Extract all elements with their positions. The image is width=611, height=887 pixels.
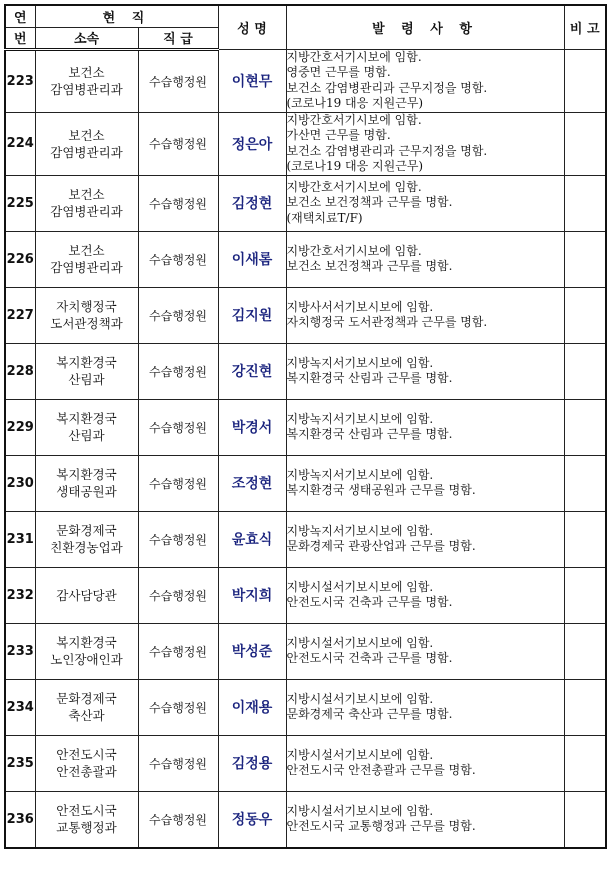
department-line-1: 복지환경국 bbox=[56, 467, 117, 482]
order-line: 지방시설서기보시보에 임함. bbox=[286, 803, 434, 818]
row-name: 윤효식 bbox=[218, 511, 286, 567]
row-rank: 수습행정원 bbox=[138, 679, 218, 735]
row-rank: 수습행정원 bbox=[138, 791, 218, 848]
table-row bbox=[5, 287, 606, 343]
row-order bbox=[286, 511, 564, 567]
department-line-2: 노인장애인과 bbox=[50, 652, 123, 667]
row-number: 231 bbox=[5, 511, 35, 567]
order-line: 지방시설서기보시보에 임함. bbox=[286, 747, 434, 762]
department-line-2: 생태공원과 bbox=[56, 484, 117, 499]
row-remarks bbox=[564, 735, 606, 791]
order-line: 지방시설서기보시보에 임함. bbox=[286, 579, 434, 594]
header-rank: 직 급 bbox=[138, 27, 218, 49]
row-rank: 수습행정원 bbox=[138, 49, 218, 112]
department-line-1: 복지환경국 bbox=[56, 411, 117, 426]
table-row bbox=[5, 735, 606, 791]
row-department bbox=[35, 791, 138, 848]
order-line: (코로나19 대응 지원근무) bbox=[286, 159, 424, 173]
row-number: 228 bbox=[5, 343, 35, 399]
row-department bbox=[35, 399, 138, 455]
row-number: 233 bbox=[5, 623, 35, 679]
row-number: 224 bbox=[5, 112, 35, 175]
row-remarks bbox=[564, 49, 606, 112]
row-number: 223 bbox=[5, 49, 35, 112]
table-row bbox=[5, 399, 606, 455]
row-remarks bbox=[564, 623, 606, 679]
department-line-2: 안전총괄과 bbox=[56, 764, 117, 779]
table-header bbox=[5, 5, 606, 49]
order-line: 지방녹지서기보시보에 임함. bbox=[286, 411, 434, 426]
row-rank: 수습행정원 bbox=[138, 511, 218, 567]
row-rank: 수습행정원 bbox=[138, 735, 218, 791]
row-order bbox=[286, 49, 564, 112]
row-order bbox=[286, 679, 564, 735]
department-line-2: 산림과 bbox=[68, 428, 105, 443]
header-current-position: 현 직 bbox=[35, 5, 218, 27]
order-line: 복지환경국 산림과 근무를 명함. bbox=[286, 427, 453, 441]
order-line: 복지환경국 생태공원과 근무를 명함. bbox=[286, 483, 476, 497]
row-department bbox=[35, 511, 138, 567]
header-no-bottom: 번 bbox=[5, 27, 35, 49]
row-remarks bbox=[564, 343, 606, 399]
table-row bbox=[5, 623, 606, 679]
department-line-2: 감염병관리과 bbox=[50, 144, 123, 160]
header-no-top: 연 bbox=[5, 5, 35, 27]
order-line: 복지환경국 산림과 근무를 명함. bbox=[286, 371, 453, 385]
order-line: 지방녹지서기보시보에 임함. bbox=[286, 355, 434, 370]
table-row bbox=[5, 679, 606, 735]
table-row bbox=[5, 343, 606, 399]
order-line: 자치행정국 도서관정책과 근무를 명함. bbox=[286, 315, 488, 329]
department-line-1: 안전도시국 bbox=[56, 803, 117, 818]
order-line: 문화경제국 축산과 근무를 명함. bbox=[286, 707, 453, 721]
order-line: 지방시설서기보시보에 임함. bbox=[286, 635, 434, 650]
department-line-1: 안전도시국 bbox=[56, 747, 117, 762]
row-number: 227 bbox=[5, 287, 35, 343]
row-department bbox=[35, 112, 138, 175]
row-remarks bbox=[564, 455, 606, 511]
department-line-1: 자치행정국 bbox=[56, 299, 117, 314]
order-line: 영중면 근무를 명함. bbox=[286, 65, 391, 79]
row-name: 박지희 bbox=[218, 567, 286, 623]
department-line-2: 축산과 bbox=[68, 708, 105, 723]
row-rank: 수습행정원 bbox=[138, 175, 218, 231]
row-order bbox=[286, 567, 564, 623]
row-order bbox=[286, 175, 564, 231]
row-department bbox=[35, 343, 138, 399]
row-order bbox=[286, 623, 564, 679]
row-rank: 수습행정원 bbox=[138, 343, 218, 399]
row-name: 정동우 bbox=[218, 791, 286, 848]
row-order bbox=[286, 343, 564, 399]
order-line: 지방녹지서기보시보에 임함. bbox=[286, 523, 434, 538]
row-name: 이재용 bbox=[218, 679, 286, 735]
order-line: 보건소 보건정책과 근무를 명함. bbox=[286, 195, 453, 210]
row-remarks bbox=[564, 175, 606, 231]
row-name: 정은아 bbox=[218, 112, 286, 175]
row-rank: 수습행정원 bbox=[138, 455, 218, 511]
department-line-2: 감염병관리과 bbox=[50, 82, 123, 97]
row-number: 235 bbox=[5, 735, 35, 791]
row-remarks bbox=[564, 231, 606, 287]
table-row bbox=[5, 455, 606, 511]
row-department bbox=[35, 287, 138, 343]
row-remarks bbox=[564, 567, 606, 623]
row-order bbox=[286, 399, 564, 455]
order-line: (재택치료T/F) bbox=[286, 210, 363, 225]
department-line-2: 도서관정책과 bbox=[50, 316, 123, 331]
department-line-1: 복지환경국 bbox=[56, 635, 117, 650]
order-line: 보건소 감염병관리과 근무지정을 명함. bbox=[286, 80, 488, 95]
order-line: 지방사서서기보시보에 임함. bbox=[286, 299, 434, 314]
department-line-2: 교통행정과 bbox=[56, 820, 117, 835]
row-number: 229 bbox=[5, 399, 35, 455]
order-line: 지방녹지서기보시보에 임함. bbox=[286, 467, 434, 482]
row-order bbox=[286, 455, 564, 511]
header-affiliation: 소속 bbox=[35, 27, 138, 49]
row-name: 김정현 bbox=[218, 175, 286, 231]
table-row bbox=[5, 49, 606, 112]
order-line: 지방간호서기시보에 임함. bbox=[286, 49, 422, 64]
row-remarks bbox=[564, 287, 606, 343]
order-line: 문화경제국 관광산업과 근무를 명함. bbox=[286, 539, 476, 553]
row-name: 이현무 bbox=[218, 49, 286, 112]
department-line-1: 문화경제국 bbox=[56, 523, 117, 538]
department-line-1: 보건소 bbox=[68, 65, 105, 80]
department-line-2: 감염병관리과 bbox=[50, 260, 123, 275]
table-row bbox=[5, 511, 606, 567]
row-order bbox=[286, 287, 564, 343]
row-number: 232 bbox=[5, 567, 35, 623]
row-remarks bbox=[564, 791, 606, 848]
row-department bbox=[35, 679, 138, 735]
row-name: 이새롬 bbox=[218, 231, 286, 287]
order-line: 보건소 보건정책과 근무를 명함. bbox=[286, 259, 453, 273]
row-name: 박성준 bbox=[218, 623, 286, 679]
table-row bbox=[5, 175, 606, 231]
appointment-table bbox=[4, 4, 607, 849]
row-rank: 수습행정원 bbox=[138, 399, 218, 455]
order-line: 지방간호서기시보에 임함. bbox=[286, 112, 422, 127]
department-line-1: 감사담당관 bbox=[56, 587, 117, 603]
order-line: (코로나19 대응 지원근무) bbox=[286, 96, 424, 110]
row-department bbox=[35, 49, 138, 112]
department-line-2: 친환경농업과 bbox=[50, 540, 123, 555]
row-rank: 수습행정원 bbox=[138, 567, 218, 623]
order-line: 안전도시국 안전총괄과 근무를 명함. bbox=[286, 763, 476, 777]
row-number: 230 bbox=[5, 455, 35, 511]
row-number: 226 bbox=[5, 231, 35, 287]
row-name: 강진현 bbox=[218, 343, 286, 399]
row-rank: 수습행정원 bbox=[138, 623, 218, 679]
header-name: 성 명 bbox=[218, 5, 286, 49]
row-department bbox=[35, 231, 138, 287]
order-line: 지방시설서기보시보에 임함. bbox=[286, 691, 434, 706]
table-row bbox=[5, 791, 606, 848]
row-remarks bbox=[564, 511, 606, 567]
row-department bbox=[35, 175, 138, 231]
row-remarks bbox=[564, 112, 606, 175]
table-row bbox=[5, 112, 606, 175]
department-line-2: 산림과 bbox=[68, 372, 105, 387]
table-row bbox=[5, 567, 606, 623]
order-line: 안전도시국 건축과 근무를 명함. bbox=[286, 595, 453, 609]
row-number: 234 bbox=[5, 679, 35, 735]
row-remarks bbox=[564, 399, 606, 455]
row-order bbox=[286, 791, 564, 848]
row-name: 조정현 bbox=[218, 455, 286, 511]
order-line: 안전도시국 건축과 근무를 명함. bbox=[286, 651, 453, 665]
row-rank: 수습행정원 bbox=[138, 112, 218, 175]
department-line-1: 복지환경국 bbox=[56, 355, 117, 370]
row-remarks bbox=[564, 679, 606, 735]
department-line-1: 문화경제국 bbox=[56, 691, 117, 706]
row-order bbox=[286, 231, 564, 287]
department-line-1: 보건소 bbox=[68, 243, 105, 258]
header-order: 발 령 사 항 bbox=[286, 5, 564, 49]
row-name: 김정용 bbox=[218, 735, 286, 791]
order-line: 지방간호서기시보에 임함. bbox=[286, 179, 422, 194]
department-line-1: 보건소 bbox=[68, 187, 105, 202]
row-number: 225 bbox=[5, 175, 35, 231]
row-order bbox=[286, 735, 564, 791]
header-remarks: 비 고 bbox=[564, 5, 606, 49]
row-department bbox=[35, 455, 138, 511]
department-line-2: 감염병관리과 bbox=[50, 204, 123, 219]
department-line-1: 보건소 bbox=[68, 127, 105, 143]
order-line: 보건소 감염병관리과 근무지정을 명함. bbox=[286, 143, 488, 158]
row-name: 박경서 bbox=[218, 399, 286, 455]
row-rank: 수습행정원 bbox=[138, 287, 218, 343]
order-line: 안전도시국 교통행정과 근무를 명함. bbox=[286, 819, 476, 833]
row-department bbox=[35, 623, 138, 679]
order-line: 가산면 근무를 명함. bbox=[286, 128, 391, 142]
table-row bbox=[5, 231, 606, 287]
table-body bbox=[5, 49, 606, 848]
row-department bbox=[35, 735, 138, 791]
row-order bbox=[286, 112, 564, 175]
row-department bbox=[35, 567, 138, 623]
order-line: 지방간호서기시보에 임함. bbox=[286, 243, 422, 258]
row-rank: 수습행정원 bbox=[138, 231, 218, 287]
row-name: 김지원 bbox=[218, 287, 286, 343]
row-number: 236 bbox=[5, 791, 35, 848]
